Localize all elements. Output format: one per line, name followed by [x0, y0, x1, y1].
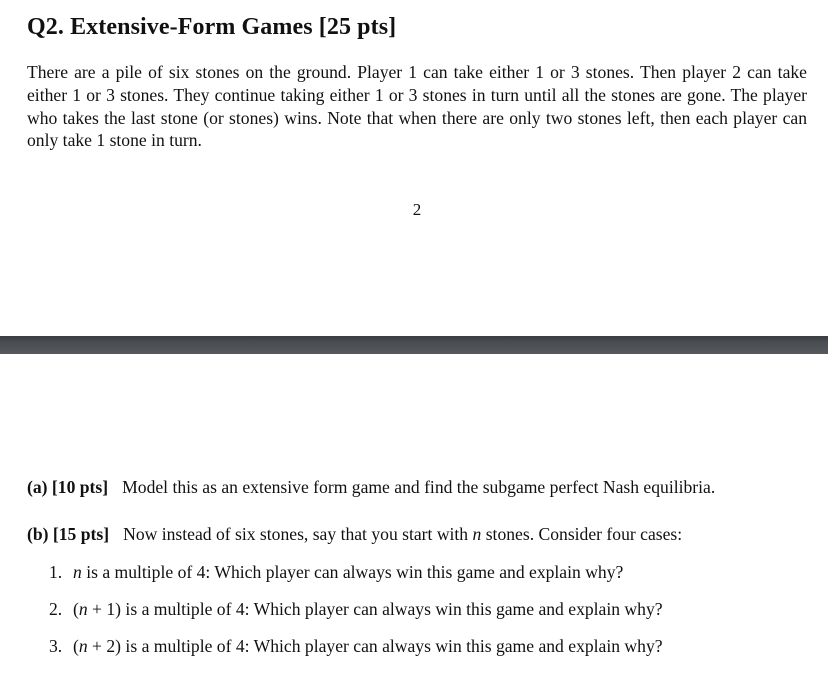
case-text: is a multiple of 4: Which player can always win this game and explain why?	[81, 562, 624, 582]
case-number: 1.	[49, 562, 63, 582]
document-page-2	[0, 354, 828, 682]
part-b-text-after: stones. Consider four cases:	[481, 524, 683, 544]
question-body: There are a pile of six stones on the ground. Player 1 can take either 1 or 3 stones. Then player 2 can take either 1 or 3 stones. They continue taking either 1 or 3 stones in turn until all the stones are gone. The player who takes the last stone (or stones) wins. Note that when there are only two stones left, then each player can only take 1 stone in turn.	[27, 62, 807, 151]
part-a-label: (a) [10 pts]	[27, 477, 109, 497]
document-page-1	[0, 0, 828, 336]
case-variable: n	[78, 599, 88, 619]
case-text: + 2) is a multiple of 4: Which player can always win this game and explain why?	[87, 636, 663, 656]
case-pre: (	[73, 599, 79, 619]
case-item-1	[49, 562, 623, 583]
question-title: Q2. Extensive-Form Games [25 pts]	[27, 14, 397, 40]
case-number: 2.	[49, 599, 63, 619]
page-separator	[0, 336, 828, 354]
case-pre: (	[73, 636, 79, 656]
part-b	[27, 524, 682, 545]
case-number: 3.	[49, 636, 63, 656]
case-item-2	[49, 599, 663, 620]
part-b-label: (b) [15 pts]	[27, 524, 110, 544]
case-variable: n	[73, 562, 82, 582]
case-item-3	[49, 636, 663, 657]
case-variable: n	[78, 636, 88, 656]
part-b-text-before: Now instead of six stones, say that you start with	[123, 524, 473, 544]
part-a-text: Model this as an extensive form game and find the subgame perfect Nash equilibria.	[122, 477, 716, 497]
page-number: 2	[412, 200, 422, 219]
part-b-variable: n	[472, 524, 482, 544]
part-a	[27, 477, 715, 498]
case-text: + 1) is a multiple of 4: Which player can always win this game and explain why?	[87, 599, 663, 619]
